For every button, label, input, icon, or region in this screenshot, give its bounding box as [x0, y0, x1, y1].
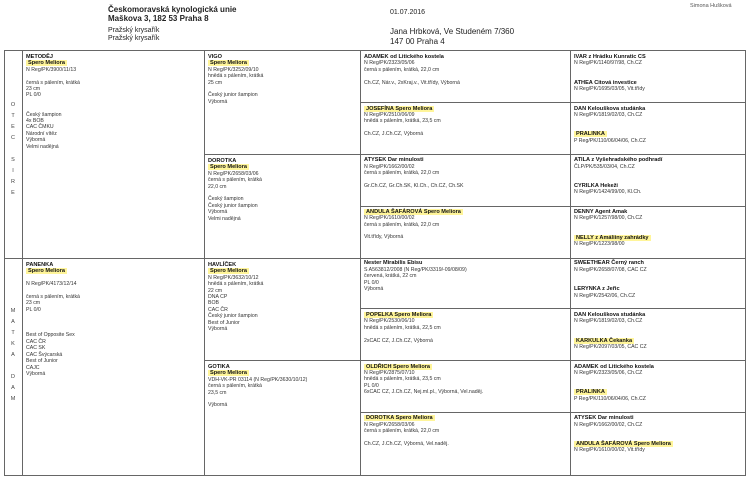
- side-label-dam: [9, 306, 17, 405]
- owner-city: 147 00 Praha 4: [390, 37, 445, 46]
- detail-line: 23 cm: [26, 86, 41, 93]
- detail-line: Ch.CZ, J.Ch.CZ, Výborná, Vel.naděj.: [364, 440, 449, 447]
- detail-line: Velmi nadějná: [26, 143, 59, 150]
- detail-line: Výborná: [208, 326, 228, 333]
- ancestor-cell: [574, 389, 742, 402]
- detail-line: červená, krátká, 22 cm: [364, 273, 417, 280]
- ancestor-cell: [574, 415, 742, 428]
- detail-line: 2xCAC CZ, J.Ch.CZ, Výborná: [364, 337, 433, 344]
- detail-line: N Reg/PK/1610/00/02: [364, 215, 415, 222]
- ancestor-name: PRALINKA: [576, 131, 605, 138]
- detail-line: VDH-VK-PR 03114 (N Reg/PK/3630/10/12): [208, 376, 308, 383]
- side-letter: S: [11, 157, 15, 163]
- ancestor-cell: [574, 312, 742, 325]
- dam-kennel: Spero Meliora: [28, 268, 65, 275]
- detail-line: černá s pálením, krátká: [26, 294, 80, 301]
- detail-line: CAC SK: [26, 345, 46, 352]
- detail-line: CAC ČR: [208, 306, 228, 313]
- detail-line: 22,0 cm: [208, 183, 227, 190]
- detail-line: Velmi nadějná: [208, 215, 241, 222]
- org-address: Maškova 3, 182 53 Praha 8: [108, 14, 209, 23]
- ancestor-name: SWEETHEAR Černý ranch: [574, 260, 644, 267]
- ancestor-cell: [574, 80, 742, 93]
- side-letter: E: [11, 190, 15, 196]
- ancestor-name: ATYSEK Dar minulosti: [574, 415, 634, 422]
- side-letter: A: [11, 385, 15, 391]
- detail-line: N Reg/PK/1424/99/00, Kl.Ch.: [574, 189, 642, 196]
- grandparent-name: GOTIKA: [208, 364, 230, 370]
- detail-line: Výborná: [208, 98, 228, 105]
- detail-line: N Reg/PK/1140/97/98, Ch.CZ: [574, 60, 642, 67]
- grandparent-kennel: Spero Meliora: [210, 370, 247, 377]
- great-grandparent-cell: [364, 157, 566, 189]
- detail-line: Český šampion: [208, 196, 244, 203]
- breed-line-2: Pražský krysařík: [108, 35, 160, 42]
- side-label-sire: [9, 100, 17, 199]
- ancestor-cell: [574, 157, 742, 170]
- dam-name: PANENKA: [26, 262, 54, 268]
- grandparent-kennel: Spero Meliora: [210, 164, 247, 171]
- detail-line: Best of Opposite Sex: [26, 332, 75, 339]
- detail-line: CAJC: [26, 364, 40, 371]
- detail-line: N Reg/PK/3632/10/12: [208, 274, 259, 281]
- sire-name: METODĚJ: [26, 54, 53, 60]
- great-grandparent-name: JOSEFÍNA Spero Meliora: [366, 105, 433, 112]
- owner-block: [390, 27, 514, 47]
- side-letter: C: [11, 135, 15, 141]
- sire-details: [26, 67, 200, 150]
- great-grandparent-cell: [364, 54, 566, 86]
- detail-line: ČLP/PK/535/03/04, Ch.CZ: [574, 163, 635, 170]
- detail-line: hnědá s pálením, krátká, 23,5 cm: [364, 376, 441, 383]
- ancestor-name: ATHEA Citová investice: [574, 79, 637, 86]
- ancestor-cell: [574, 235, 742, 248]
- great-grandparent-cell: [364, 364, 566, 396]
- ancestor-name: IVAR z Hrádku Kunratic CS: [574, 54, 646, 60]
- great-grandparent-name: Nester Mirabilis Ebisu: [364, 260, 423, 267]
- grandparent-cell: [208, 54, 356, 105]
- ancestor-cell: [574, 286, 742, 299]
- ancestor-name: NELLY z Amáliiny zahrádky: [576, 234, 649, 241]
- grandparent-cell: [208, 158, 356, 222]
- ancestor-cell: [574, 54, 742, 67]
- ancestor-cell: [574, 183, 742, 196]
- detail-line: N Reg/PK/2323/05/06, Ch.CZ: [574, 370, 643, 376]
- great-grandparent-name: ANDULA ŠAFÁROVÁ Spero Meliora: [366, 208, 461, 215]
- grandparent-name: HAVLÍČEK: [208, 262, 237, 268]
- grandparent-name: DOROTKA: [208, 158, 237, 164]
- detail-line: CAC Švýcarská: [26, 351, 63, 358]
- detail-line: 22 cm: [208, 287, 223, 294]
- detail-line: PL 0/0: [364, 382, 379, 389]
- detail-line: Best of Junior: [208, 319, 240, 326]
- detail-line: hnědá s pálením, krátká, 23,5 cm: [364, 118, 441, 125]
- ancestor-name: LERYNKA z Jeřic: [574, 286, 620, 293]
- detail-line: P Reg/PK/110/06/04/06, Ch.CZ: [574, 137, 646, 144]
- detail-line: černá s pálením, krátká: [208, 383, 262, 390]
- detail-line: černá s pálením, krátká: [208, 177, 262, 184]
- detail-line: N Reg/PK/3900/11/13: [26, 66, 77, 73]
- detail-line: N Reg/PK/1257/98/00, Ch.CZ: [574, 215, 643, 222]
- detail-line: PL 0/0: [26, 306, 41, 313]
- detail-line: N Reg/PK/1819/02/03, Ch.CZ: [574, 318, 643, 325]
- side-letter: I: [12, 168, 14, 174]
- detail-line: S A563812/2008 (N Reg/PK/3319/-09/08/09): [364, 266, 467, 273]
- detail-line: Ch.CZ, J.Ch.CZ, Výborná: [364, 131, 424, 138]
- great-grandparent-cell: [364, 260, 566, 292]
- ancestor-cell: [574, 338, 742, 351]
- great-grandparent-cell: [364, 312, 566, 344]
- sire-cell: [26, 54, 200, 150]
- ancestor-cell: [574, 441, 742, 454]
- ancestor-name: ADAMEK od Litického kostela: [574, 363, 654, 370]
- detail-line: hnědá s pálením, krátká: [208, 281, 264, 288]
- owner-name: Jana Hrbková, Ve Studeném 7/360: [390, 27, 515, 36]
- detail-line: Český junior šampion: [208, 313, 258, 320]
- dam-cell: [26, 262, 200, 377]
- detail-line: N Reg/PK/2875/07/10: [364, 370, 415, 376]
- ancestor-cell: [574, 364, 742, 377]
- side-letter: [9, 144, 17, 155]
- great-grandparent-cell: [364, 106, 566, 138]
- great-grandparent-name: ADAMEK od Litického kostela: [364, 54, 444, 60]
- side-letter: A: [11, 352, 15, 358]
- ancestor-name: PRALINKA: [576, 389, 605, 396]
- grandparent-name: VIGO: [208, 54, 222, 60]
- detail-line: N Reg/PK/2323/05/06: [364, 60, 415, 67]
- side-letter: E: [11, 124, 15, 130]
- detail-line: černá s pálením, krátká, 22,0 cm: [364, 221, 440, 228]
- side-letter: K: [11, 341, 15, 347]
- detail-line: N Reg/PK/2097/03/05, CAC CZ: [574, 344, 647, 351]
- detail-line: N Reg/PK/2530/06/10: [364, 318, 415, 325]
- detail-line: N Reg/PK/3252/09/10: [208, 66, 259, 73]
- detail-line: Výborná: [364, 286, 384, 293]
- detail-line: 4x BOB: [26, 118, 44, 125]
- detail-line: N Reg/PK/1819/02/03, Ch.CZ: [574, 112, 643, 118]
- detail-line: Výborná: [26, 370, 46, 377]
- ancestor-name: DAN Kelouškova studánka: [574, 105, 646, 112]
- detail-line: N Reg/PK/2542/06, Ch.CZ: [574, 292, 636, 299]
- detail-line: N Reg/PK/1662/00/02: [364, 163, 415, 170]
- ancestor-name: ANDULA ŠAFÁROVÁ Spero Meliora: [576, 441, 671, 447]
- detail-line: Výborná: [208, 402, 228, 409]
- side-letter: [9, 361, 17, 372]
- document-header: [108, 6, 237, 43]
- detail-line: N Reg/PK/1610/00/02, Vit.třídy: [574, 447, 645, 454]
- org-name: Českomoravská kynologická unie: [108, 5, 237, 14]
- grandparent-cell: [208, 364, 356, 409]
- corner-name: Simona Hušková: [690, 3, 732, 9]
- detail-line: CAC ČMKU: [26, 124, 54, 131]
- detail-line: Best of Junior: [26, 358, 58, 365]
- great-grandparent-name: ATYSEK Dar minulosti: [364, 157, 424, 164]
- side-letter: D: [11, 374, 15, 380]
- detail-line: CAC ČR: [26, 338, 46, 345]
- detail-line: Výborná: [208, 209, 228, 216]
- grandparent-cell: [208, 262, 356, 332]
- great-grandparent-name: DOROTKA Spero Meliora: [366, 415, 433, 422]
- detail-line: PL 0/0: [364, 279, 379, 286]
- detail-line: 23,5 cm: [208, 389, 227, 396]
- side-letter: T: [11, 113, 15, 119]
- detail-line: N Reg/PK/1695/03/05, Vit.třídy: [574, 86, 645, 93]
- ancestor-name: DAN Kelouškova studánka: [574, 312, 646, 318]
- grandparent-kennel: Spero Meliora: [210, 268, 247, 275]
- ancestor-name: KARKULKA Čekanka: [576, 337, 633, 344]
- detail-line: N Reg/PK/2658/07/08, CAC CZ: [574, 266, 647, 273]
- dam-details: [26, 275, 200, 378]
- ancestor-cell: [574, 131, 742, 144]
- side-letter: M: [10, 308, 16, 314]
- ancestor-cell: [574, 106, 742, 119]
- detail-line: Gr.Ch.CZ, Gr.Ch.SK, Kl.Ch., Ch.CZ, Ch.SK: [364, 182, 464, 189]
- detail-line: 6xCAC CZ, J.Ch.CZ, Nej.ml.pl., Výborná, Vel.naděj.: [364, 389, 484, 396]
- breed-line-1: Pražský krysařík: [108, 27, 160, 34]
- detail-line: N Reg/PK/2510/06/09: [364, 112, 415, 118]
- ancestor-cell: [574, 260, 742, 273]
- ancestor-name: DENNY Agent Amak: [574, 208, 628, 215]
- ancestor-name: CYRILKA Hekeži: [574, 183, 618, 189]
- detail-line: DNA CP: [208, 294, 228, 301]
- detail-line: PL 0/0: [26, 92, 41, 99]
- sire-kennel: Spero Meliora: [28, 60, 65, 67]
- great-grandparent-cell: [364, 415, 566, 447]
- detail-line: N Reg/PK/2658/03/06: [208, 170, 259, 177]
- side-letter: T: [11, 330, 15, 336]
- side-letter: R: [11, 179, 15, 185]
- detail-line: černá s pálením, krátká: [26, 79, 80, 86]
- detail-line: černá s pálením, krátká, 22,0 cm: [364, 170, 440, 176]
- detail-line: N Reg/PK/4173/12/14: [26, 281, 77, 288]
- detail-line: hnědá s pálením, krátká, 22,5 cm: [364, 324, 441, 331]
- detail-line: hnědá s pálením, krátká: [208, 73, 264, 80]
- detail-line: černá s pálením, krátká, 22,0 cm: [364, 428, 440, 434]
- side-letter: A: [11, 319, 15, 325]
- side-letter: O: [10, 102, 16, 108]
- detail-line: černá s pálením, krátká, 22,0 cm: [364, 66, 440, 73]
- great-grandparent-cell: [364, 209, 566, 241]
- detail-line: Národní vítěz: [26, 130, 57, 137]
- side-letter: M: [10, 396, 16, 402]
- detail-line: N Reg/PK/1662/00/02, Ch.CZ: [574, 421, 643, 428]
- detail-line: Český šampion: [26, 111, 62, 118]
- date: 01.07.2016: [390, 9, 426, 16]
- detail-line: Výborná: [26, 137, 46, 144]
- detail-line: Český junior šampion: [208, 202, 258, 209]
- detail-line: 25 cm: [208, 79, 223, 86]
- great-grandparent-name: POPELKA Spero Meliora: [366, 312, 432, 318]
- detail-line: P Reg/PK/110/06/04/06, Ch.CZ: [574, 395, 646, 402]
- detail-line: N Reg/PK/2658/03/06: [364, 421, 415, 428]
- detail-line: Český junior šampion: [208, 92, 258, 99]
- grandparent-kennel: Spero Meliora: [210, 60, 247, 67]
- detail-line: BOB: [208, 300, 219, 307]
- detail-line: 23 cm: [26, 300, 41, 307]
- ancestor-name: ATILA z Vyšehradského podhradí: [574, 157, 663, 164]
- detail-line: Vit.třídy, Výborná: [364, 234, 404, 241]
- detail-line: Ch.CZ, Nár.v., 2xKraj.v., Vit.třídy, Výborná: [364, 79, 460, 86]
- great-grandparent-name: OLDŘICH Spero Meliora: [366, 363, 431, 370]
- ancestor-cell: [574, 209, 742, 222]
- detail-line: N Reg/PK/1223/98/00: [574, 241, 625, 247]
